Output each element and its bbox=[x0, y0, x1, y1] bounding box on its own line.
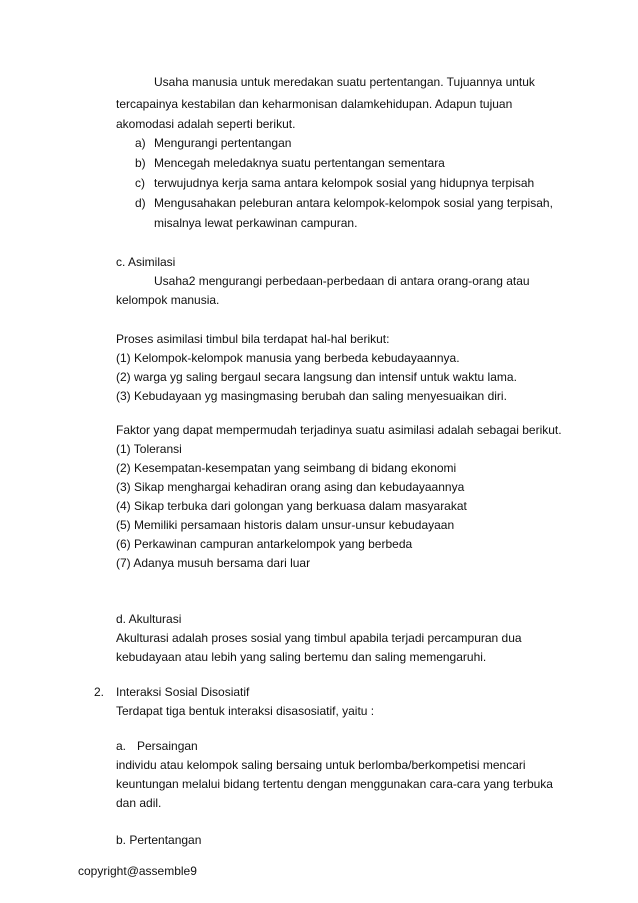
subsection-heading-pertentangan: b. Pertentangan bbox=[116, 833, 202, 847]
proses-item: (2) warga yg saling bergaul secara langsung dan intensif untuk waktu lama. bbox=[116, 370, 517, 384]
list-item-continuation: misalnya lewat perkawinan campuran. bbox=[154, 216, 358, 230]
faktor-item: (7) Adanya musuh bersama dari luar bbox=[116, 556, 311, 570]
asimilasi-def-line-1: Usaha2 mengurangi perbedaan-perbedaan di antara orang-orang atau bbox=[154, 274, 530, 288]
faktor-item: (2) Kesempatan-kesempatan yang seimbang di bidang ekonomi bbox=[116, 461, 457, 475]
list-marker: b) bbox=[135, 156, 146, 170]
proses-intro: Proses asimilasi timbul bila terdapat hal-hal berikut: bbox=[116, 332, 390, 346]
faktor-item: (1) Toleransi bbox=[116, 442, 182, 456]
list-marker: d) bbox=[135, 196, 146, 210]
proses-item: (1) Kelompok-kelompok manusia yang berbeda kebudayaannya. bbox=[116, 351, 460, 365]
faktor-item: (3) Sikap menghargai kehadiran orang asing dan kebudayaannya bbox=[116, 480, 465, 494]
persaingan-line-3: dan adil. bbox=[116, 796, 162, 810]
intro-line-1: Usaha manusia untuk meredakan suatu pertentangan. Tujuannya untuk bbox=[154, 75, 535, 89]
section-number: 2. bbox=[94, 685, 105, 699]
section-heading-disosiatif: Interaksi Sosial Disosiatif bbox=[116, 685, 250, 699]
list-item: terwujudnya kerja sama antara kelompok sosial yang hidupnya terpisah bbox=[154, 176, 535, 190]
faktor-item: (5) Memiliki persamaan historis dalam unsur-unsur kebudayaan bbox=[116, 518, 455, 532]
subsection-marker: a. bbox=[116, 739, 127, 753]
faktor-item: (4) Sikap terbuka dari golongan yang berkuasa dalam masyarakat bbox=[116, 499, 467, 513]
subsection-heading-persaingan: Persaingan bbox=[137, 739, 198, 753]
list-marker: c) bbox=[135, 176, 145, 190]
footer-copyright: copyright@assemble9 bbox=[78, 864, 197, 878]
list-marker: a) bbox=[135, 136, 146, 150]
proses-item: (3) Kebudayaan yg masingmasing berubah dan saling menyesuaikan diri. bbox=[116, 389, 507, 403]
list-item: Mengusahakan peleburan antara kelompok-kelompok sosial yang terpisah, bbox=[154, 196, 553, 210]
persaingan-line-1: individu atau kelompok saling bersaing untuk berlomba/berkompetisi mencari bbox=[116, 758, 526, 772]
asimilasi-def-line-2: kelompok manusia. bbox=[116, 293, 220, 307]
disosiatif-intro: Terdapat tiga bentuk interaksi disasosiatif, yaitu : bbox=[116, 704, 375, 718]
intro-line-3: akomodasi adalah seperti berikut. bbox=[116, 117, 296, 131]
akulturasi-line-1: Akulturasi adalah proses sosial yang timbul apabila terjadi percampuran dua bbox=[116, 631, 522, 645]
list-item: Mencegah meledaknya suatu pertentangan sementara bbox=[154, 156, 445, 170]
section-heading-asimilasi: c. Asimilasi bbox=[116, 255, 176, 269]
faktor-intro: Faktor yang dapat mempermudah terjadinya suatu asimilasi adalah sebagai berikut. bbox=[116, 423, 562, 437]
akulturasi-line-2: kebudayaan atau lebih yang saling bertemu dan saling memengaruhi. bbox=[116, 650, 487, 664]
section-heading-akulturasi: d. Akulturasi bbox=[116, 612, 182, 626]
list-item: Mengurangi pertentangan bbox=[154, 136, 292, 150]
faktor-item: (6) Perkawinan campuran antarkelompok yang berbeda bbox=[116, 537, 413, 551]
intro-line-2: tercapainya kestabilan dan keharmonisan dalamkehidupan. Adapun tujuan bbox=[116, 97, 513, 111]
persaingan-line-2: keuntungan melalui bidang tertentu dengan menggunakan cara-cara yang terbuka bbox=[116, 777, 553, 791]
